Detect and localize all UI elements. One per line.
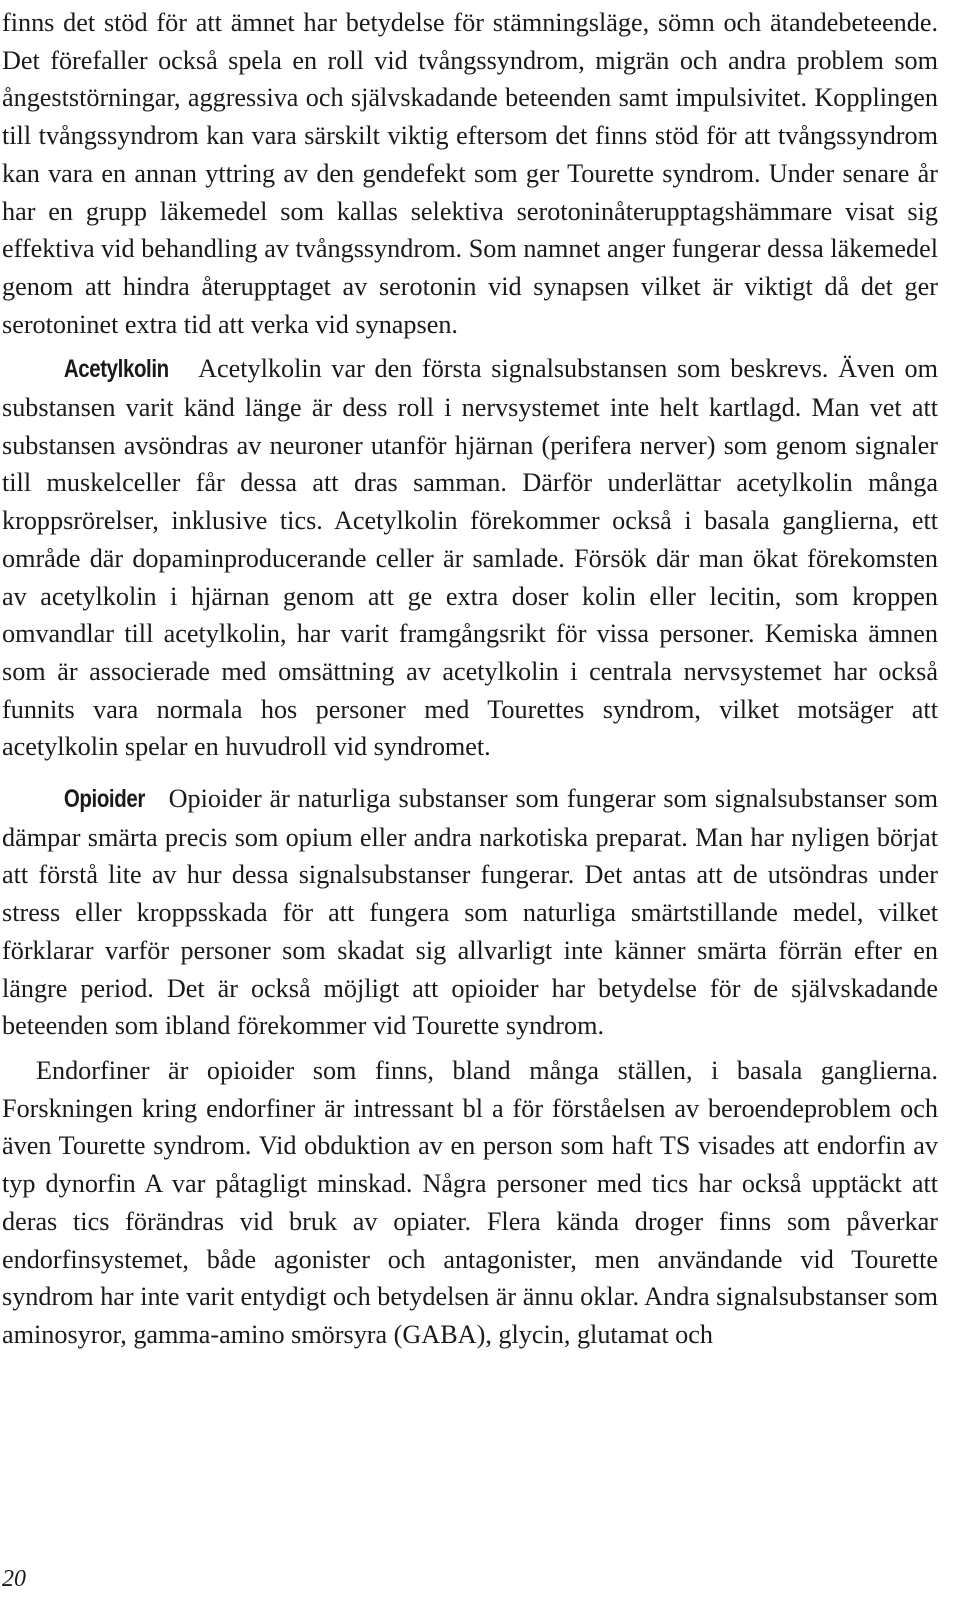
section-heading-acetylkolin: Acetylkolin (63, 355, 169, 384)
paragraph-text: Opioider är naturliga substanser som fungerar som signalsubstanser som dämpar smärta precis som opium eller andra narkotiska preparat. Man har nyligen börjat att förstå lite av hur dessa signalsubstanser fungerar. Det antas att de utsöndras under stress eller kroppsskada för att fungera som naturliga smärtstillande medel, vilket förklarar varför personer som skadat sig allvarligt inte känner smärta förrän efter en längre period. Det är också möjligt att opioider har betydelse för de självskadande beteenden som ibland förekommer vid Tourette syndrom. (2, 784, 938, 1041)
paragraph-endorfiner (2, 1052, 938, 1354)
paragraph-serotonin-continued (2, 4, 938, 343)
page-number: 20 (2, 1566, 26, 1592)
paragraph-text: Acetylkolin var den första signalsubstansen som beskrevs. Även om substansen varit känd länge är dess roll i nervsystemet inte helt kartlagd. Man vet att substansen avsöndras av neuroner utanför hjärnan (perifera nerver) som genom signaler till muskelceller får dessa att dras samman. Därför underlättar acetylkolin många kroppsrörelser, inklusive tics. Acetylkolin förekommer också i basala ganglierna, ett område där dopaminproducerande celler är samlade. Försök där man ökat förekomsten av acetylkolin i hjärnan genom att ge extra doser kolin eller lecitin, som kroppen omvandlar till acetylkolin, har varit framgångsrikt för vissa personer. Kemiska ämnen som är associerade med omsättning av acetylkolin i centrala nervsystemet har också funnits vara normala hos personer med Tourettes syndrom, vilket motsäger att acetylkolin spelar en huvudroll vid syndromet. (2, 354, 938, 762)
paragraph-text: finns det stöd för att ämnet har betydelse för stämningsläge, sömn och ätandebeteende. Det förefaller också spela en roll vid tvångssyndrom, migrän och andra problem som ångeststörningar, aggressiva och självskadande beteenden samt impulsivitet. Kopplingen till tvångssyndrom kan vara särskilt viktig eftersom det finns stöd för att tvångssyndrom kan vara en annan yttring av den gendefekt som ger Tourette syndrom. Under senare år har en grupp läkemedel som kallas selektiva serotoninåterupptagshämmare visat sig effektiva vid behandling av tvångssyndrom. Som namnet anger fungerar dessa läkemedel genom att hindra återupptaget av serotonin vid synapsen vilket är viktigt då det ger serotoninet extra tid att verka vid synapsen. (2, 8, 938, 339)
section-heading-opioider: Opioider (63, 785, 145, 814)
paragraph-opioider (2, 780, 938, 1045)
paragraph-text: Endorfiner är opioider som finns, bland många ställen, i basala ganglierna. Forskningen kring endorfiner är intressant bl a för förståelsen av beroendeproblem och även Tourette syndrom. Vid obduktion av en person som haft TS visades att endorfin av typ dynorfin A var påtagligt minskad. Några personer med tics har också upptäckt att deras tics förändras vid bruk av opiater. Flera kända droger finns som påverkar endorfinsystemet, både agonister och antagonister, men användande vid Tourette syndrom har inte varit entydigt och betydelsen är ännu oklar. Andra signalsubstanser som aminosyror, gamma-amino smörsyra (GABA), glycin, glutamat och (2, 1055, 938, 1349)
paragraph-acetylkolin (2, 350, 938, 766)
